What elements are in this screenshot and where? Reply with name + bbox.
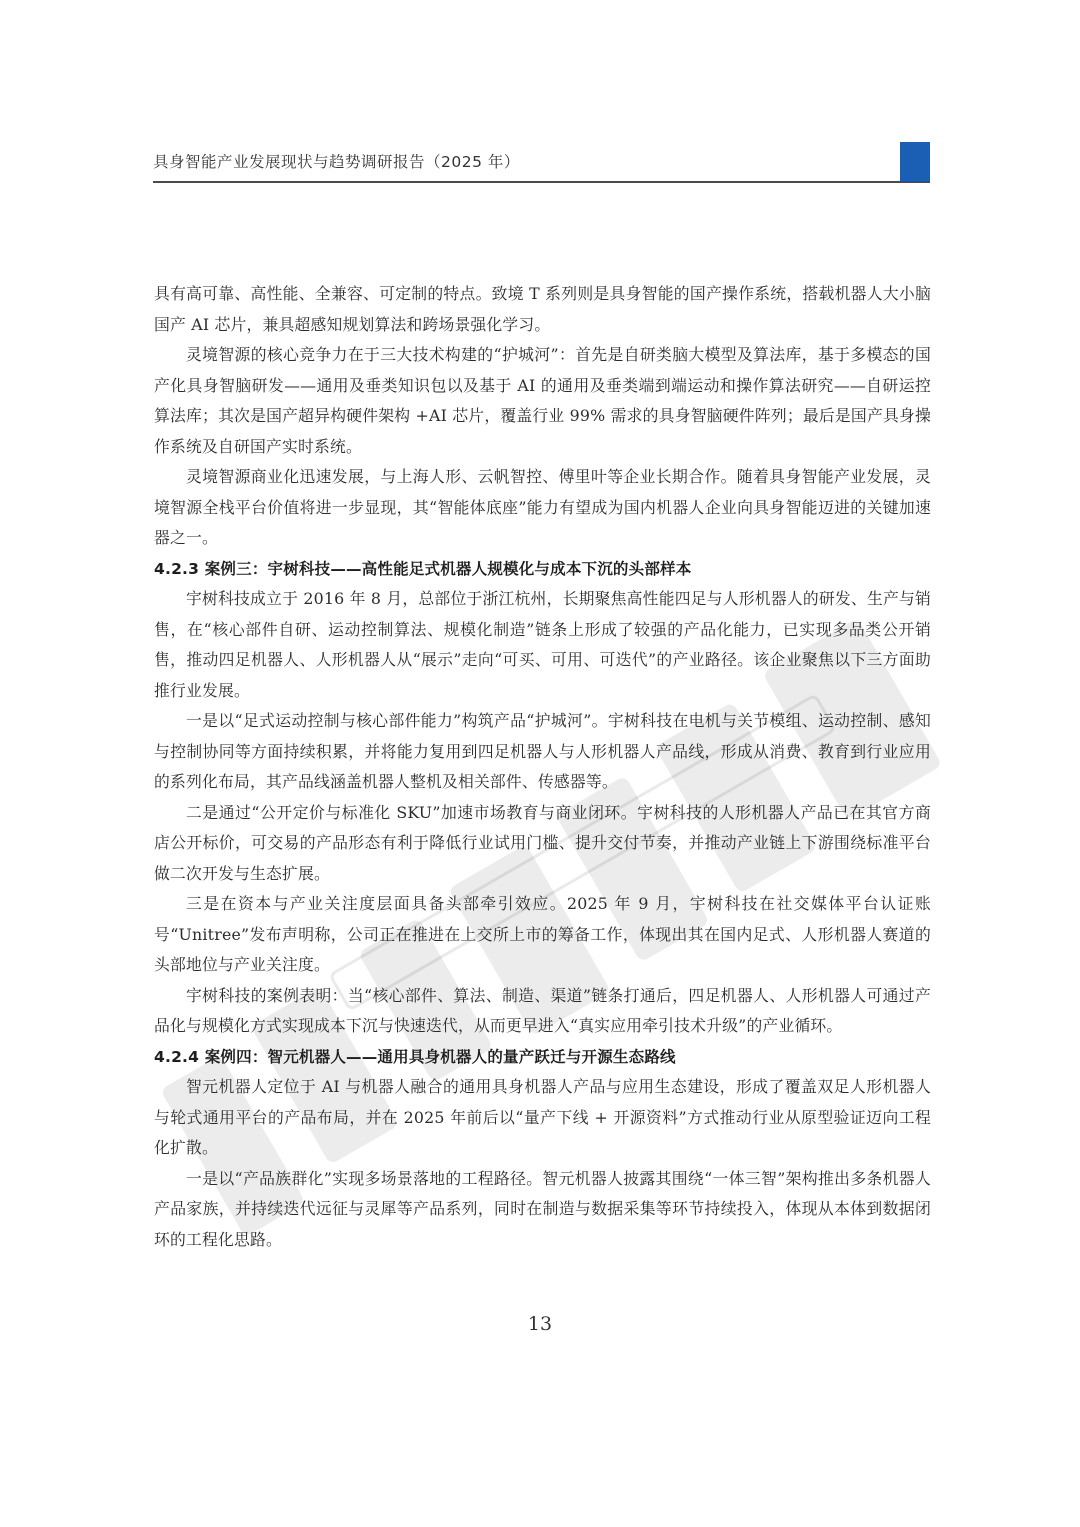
body-paragraph: 智元机器人定位于 AI 与机器人融合的通用具身机器人产品与应用生态建设，形成了覆盖双足人形机器人与轮式通用平台的产品布局，并在 2025 年前后以“量产下线 + 开源资料”方式推动行业从原型验证迈向工程化扩散。: [154, 1077, 931, 1157]
body-paragraph: 三是在资本与产业关注度层面具备头部牵引效应。2025 年 9 月，宇树科技在社交媒体平台认证账号“Unitree”发布声明称，公司正在推进在上交所上市的筹备工作，体现出其在国内足式、人形机器人赛道的头部地位与产业关注度。: [154, 894, 931, 974]
body-paragraph: 一是以“产品族群化”实现多场景落地的工程路径。智元机器人披露其围绕“一体三智”架构推出多条机器人产品家族，并持续迭代远征与灵犀等产品系列，同时在制造与数据采集等环节持续投入，体现从本体到数据闭环的工程化思路。: [154, 1168, 931, 1249]
body-paragraph: 灵境智源的核心竞争力在于三大技术构建的“护城河”：首先是自研类脑大模型及算法库，基于多模态的国产化具身智脑研发——通用及垂类知识包以及基于 AI 的通用及垂类端到端运动和操作算法研究——自研运控算法库；其次是国产超异构硬件架构 +AI 芯片，覆盖行业 99% 需求的具身智脑硬件阵列；最后是国产具身操作系统及自研国产实时系统。: [154, 345, 931, 456]
body-paragraph: 灵境智源商业化迅速发展，与上海人形、云帆智控、傅里叶等企业长期合作。随着具身智能产业发展，灵境智源全栈平台价值将进一步显现，其“智能体底座”能力有望成为国内机器人企业向具身智能迈进的关键加速器之一。: [154, 467, 931, 547]
page-header: [153, 138, 930, 184]
report-title: 具身智能产业发展现状与趋势调研报告（2025 年）: [153, 153, 520, 171]
body-paragraph: 二是通过“公开定价与标准化 SKU”加速市场教育与商业闭环。宇树科技的人形机器人产品已在其官方商店公开标价，可交易的产品形态有利于降低行业试用门槛、提升交付节奏，并推动产业链上下游围绕标准平台做二次开发与生态扩展。: [154, 802, 931, 883]
section-heading: 4.2.3 案例三：宇树科技——高性能足式机器人规模化与成本下沉的头部样本: [154, 559, 692, 578]
section-heading: 4.2.4 案例四：智元机器人——通用具身机器人的量产跃迁与开源生态路线: [154, 1047, 676, 1066]
header-accent-block: [900, 142, 930, 183]
body-paragraph: 宇树科技的案例表明：当“核心部件、算法、制造、渠道”链条打通后，四足机器人、人形机器人可通过产品化与规模化方式实现成本下沉与快速迭代，从而更早进入“真实应用牵引技术升级”的产业循环。: [154, 985, 931, 1035]
header-rule: [153, 181, 930, 183]
body-paragraph: 宇树科技成立于 2016 年 8 月，总部位于浙江杭州，长期聚焦高性能四足与人形机器人的研发、生产与销售，在“核心部件自研、运动控制算法、规模化制造”链条上形成了较强的产品化能力，已实现多品类公开销售，推动四足机器人、人形机器人从“展示”走向“可买、可用、可迭代”的产业路径。该企业聚焦以下三方面助推行业发展。: [154, 589, 931, 700]
main-content: [154, 279, 931, 1255]
body-paragraph: 一是以“足式运动控制与核心部件能力”构筑产品“护城河”。宇树科技在电机与关节模组、运动控制、感知与控制协同等方面持续积累，并将能力复用到四足机器人与人形机器人产品线，形成从消费、教育到行业应用的系列化布局，其产品线涵盖机器人整机及相关部件、传感器等。: [154, 711, 931, 791]
body-paragraph: 具有高可靠、高性能、全兼容、可定制的特点。致境 T 系列则是具身智能的国产操作系统，搭载机器人大小脑国产 AI 芯片，兼具超感知规划算法和跨场景强化学习。: [154, 284, 931, 334]
page-number: 13: [527, 1313, 553, 1335]
